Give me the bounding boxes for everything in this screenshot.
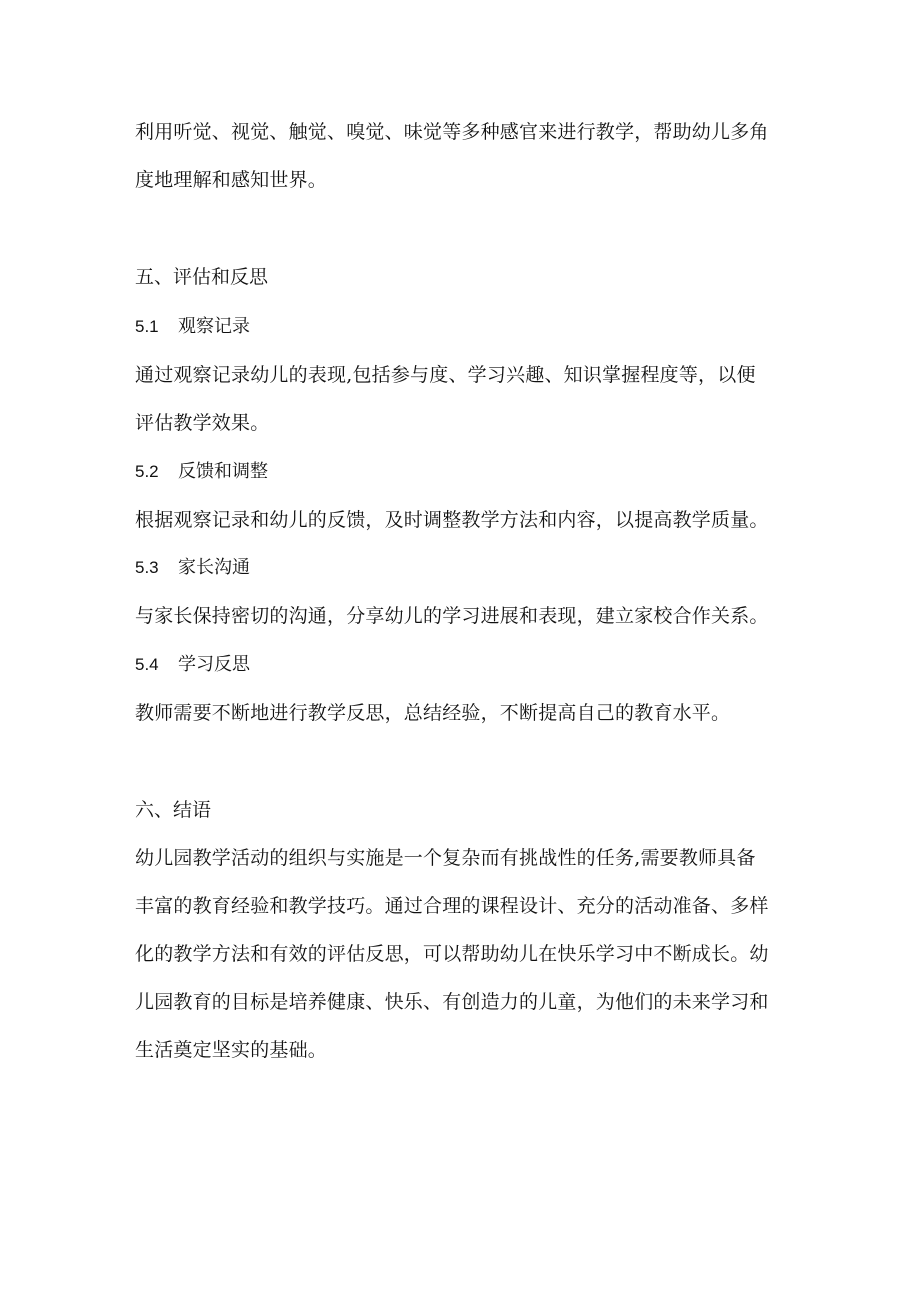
subsection-title: 反馈和调整 [178,461,268,482]
subsection-title: 学习反思 [178,654,250,675]
paragraph-line: 通过观察记录幼儿的表现,包括参与度、学习兴趣、知识掌握程度等，以便 [135,364,756,386]
paragraph-line: 根据观察记录和幼儿的反馈，及时调整教学方法和内容，以提高教学质量。 [135,509,769,531]
paragraph-line: 教师需要不断地进行教学反思，总结经验，不断提高自己的教育水平。 [135,702,731,724]
intro-line-1: 利用听觉、视觉、触觉、嗅觉、味觉等多种感官来进行教学，帮助幼儿多角 [135,121,769,143]
section-5-heading: 五、评估和反思 [135,266,269,288]
intro-line-2: 度地理解和感知世界。 [135,169,328,191]
subsection-5-4-heading [135,653,250,677]
subsection-5-3-heading [135,556,250,580]
subsection-title: 家长沟通 [178,557,250,578]
subsection-5-1-heading [135,315,250,339]
conclusion-line-1: 幼儿园教学活动的组织与实施是一个复杂而有挑战性的任务,需要教师具备 [135,847,756,869]
subsection-title: 观察记录 [178,316,250,337]
section-6-heading: 六、结语 [135,799,212,821]
paragraph-line: 与家长保持密切的沟通，分享幼儿的学习进展和表现，建立家校合作关系。 [135,605,769,627]
paragraph-line: 评估教学效果。 [135,412,270,434]
subsection-number: 5.4 [135,655,159,674]
conclusion-line-2: 丰富的教育经验和教学技巧。通过合理的课程设计、充分的活动准备、多样 [135,895,769,917]
subsection-5-2-heading [135,460,268,484]
conclusion-line-4: 儿园教育的目标是培养健康、快乐、有创造力的儿童，为他们的未来学习和 [135,991,769,1013]
subsection-number: 5.1 [135,317,159,336]
subsection-number: 5.2 [135,462,159,481]
subsection-number: 5.3 [135,558,159,577]
conclusion-line-3: 化的教学方法和有效的评估反思，可以帮助幼儿在快乐学习中不断成长。幼 [135,943,769,965]
conclusion-line-5: 生活奠定坚实的基础。 [135,1039,328,1061]
